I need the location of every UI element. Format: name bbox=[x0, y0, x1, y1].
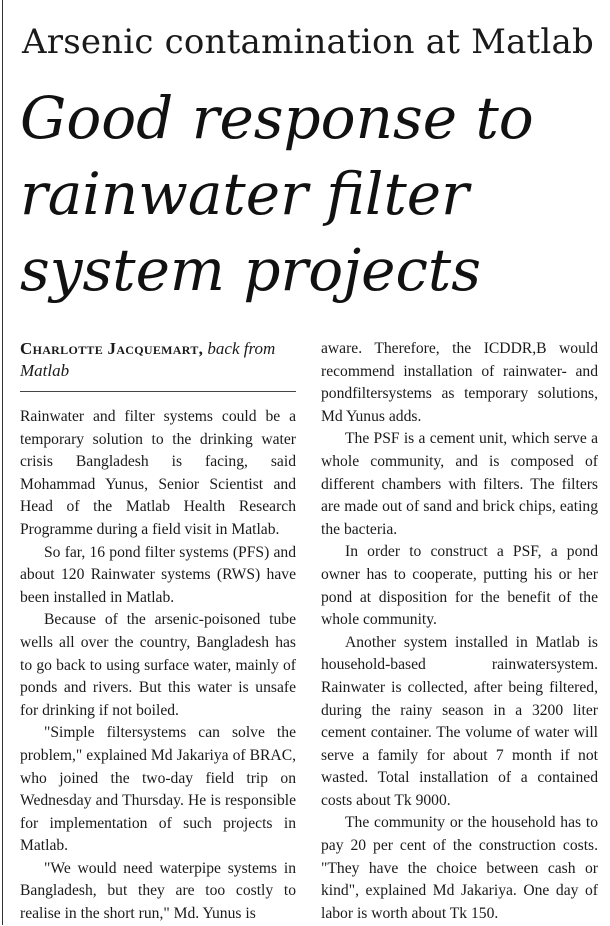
paragraph: In order to construct a PSF, a pond owner has to cooperate, putting his or her pond at disposition for the benefit of the whole community. bbox=[321, 543, 598, 629]
paragraph: The community or the household has to pay 20 per cent of the construction costs. "They have the choice between cash or kind", explained Md Jakariya. One day of labor is worth about Tk 150. bbox=[321, 814, 598, 922]
paragraph: "Simple filtersystems can solve the problem," explained Md Jakariya of BRAC, who joined the two-day field trip on Wednesday and Thursday. He is responsible for implementation of such projects in Matlab. bbox=[20, 724, 296, 855]
column-rule-left bbox=[2, 0, 3, 925]
paragraph: "We would need waterpipe systems in Bangladesh, but they are too costly to realise in the short run," Md. Yunus is bbox=[20, 859, 296, 923]
paragraph: Rainwater and filter systems could be a temporary solution to the drinking water crisis Bangladesh is facing, said Mohammad Yunus, Senior Scientist and Head of the Matlab Health Research Programme during a field visit in Matlab. bbox=[20, 408, 296, 538]
byline-location: back from Matlab bbox=[20, 339, 276, 380]
paragraph: Another system installed in Matlab is household-based rainwatersystem. Rainwater is collected, after being filtered, during the rainy season in a 3200 liter cement container. The volume of water will serve a family for about 7 month if not wasted. Total installation of a contained costs about Tk 9000. bbox=[321, 633, 598, 809]
headline-line: rainwater filter bbox=[20, 160, 469, 228]
article-headline bbox=[20, 80, 605, 308]
headline-line: Good response to bbox=[20, 84, 534, 152]
byline bbox=[20, 338, 296, 392]
headline-line: system projects bbox=[20, 236, 481, 304]
paragraph-continuation: aware. Therefore, the ICDDR,B would recommend installation of rainwater- and pondfiltersystems as temporary solutions, Md Yunus adds. bbox=[321, 340, 598, 425]
article-kicker: Arsenic contamination at Matlab bbox=[22, 22, 594, 62]
article-column-left bbox=[20, 338, 296, 926]
paragraph: The PSF is a cement unit, which serve a whole community, and is composed of different chambers with filters. The filters are made out of sand and brick chips, eating the bacteria. bbox=[321, 430, 598, 538]
paragraph: So far, 16 pond filter systems (PFS) and about 120 Rainwater systems (RWS) have been installed in Matlab. bbox=[20, 543, 296, 606]
article-column-right bbox=[321, 338, 598, 925]
byline-author: Charlotte Jacquemart, bbox=[20, 339, 204, 358]
paragraph: Because of the arsenic-poisoned tube wells all over the country, Bangladesh has to go back to using surface water, mainly of ponds and rivers. But this water is unsafe for drinking if not boiled. bbox=[20, 611, 296, 719]
